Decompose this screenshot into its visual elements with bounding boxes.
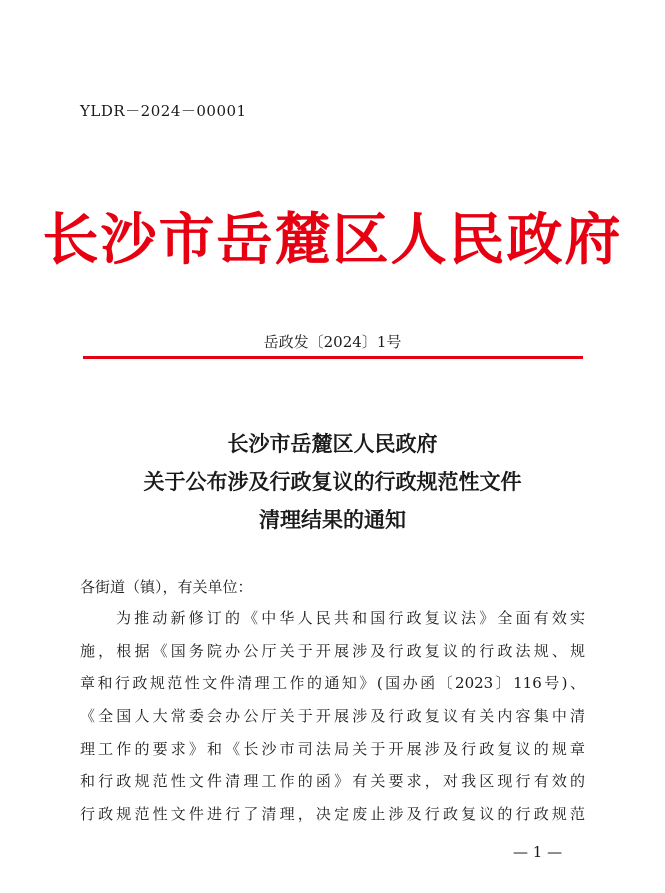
body-line: 《全国人大常委会办公厅关于开展涉及行政复议有关内容集中清 — [80, 707, 585, 726]
title-line: 长沙市岳麓区人民政府 — [227, 431, 438, 456]
issuer-header: 长沙市岳麓区人民政府 — [42, 207, 623, 273]
body-line: 和行政规范性文件清理工作的函》有关要求，对我区现行有效的 — [80, 772, 585, 791]
document-number: YLDR－2024－00001 — [80, 102, 247, 120]
notice-title — [0, 425, 665, 539]
title-line: 关于公布涉及行政复议的行政规范性文件 — [143, 469, 522, 494]
body-line: 行政规范性文件进行了清理，决定废止涉及行政复议的行政规范 — [80, 805, 585, 824]
body-line: 施，根据《国务院办公厅关于开展涉及行政复议的行政法规、规 — [80, 641, 585, 660]
body-text — [80, 602, 585, 831]
page-number: — 1 — — [513, 843, 563, 861]
title-line: 清理结果的通知 — [259, 507, 406, 532]
red-divider-line — [83, 356, 583, 359]
issue-code: 岳政发〔2024〕1号 — [263, 333, 402, 351]
body-line: 理工作的要求》和《长沙市司法局关于开展涉及行政复议的规章 — [80, 739, 585, 758]
body-line: 章和行政规范性文件清理工作的通知》(国办函〔2023〕116号)、 — [80, 674, 585, 693]
salutation: 各街道（镇），有关单位： — [80, 578, 253, 596]
body-line: 为推动新修订的《中华人民共和国行政复议法》全面有效实 — [116, 609, 585, 627]
